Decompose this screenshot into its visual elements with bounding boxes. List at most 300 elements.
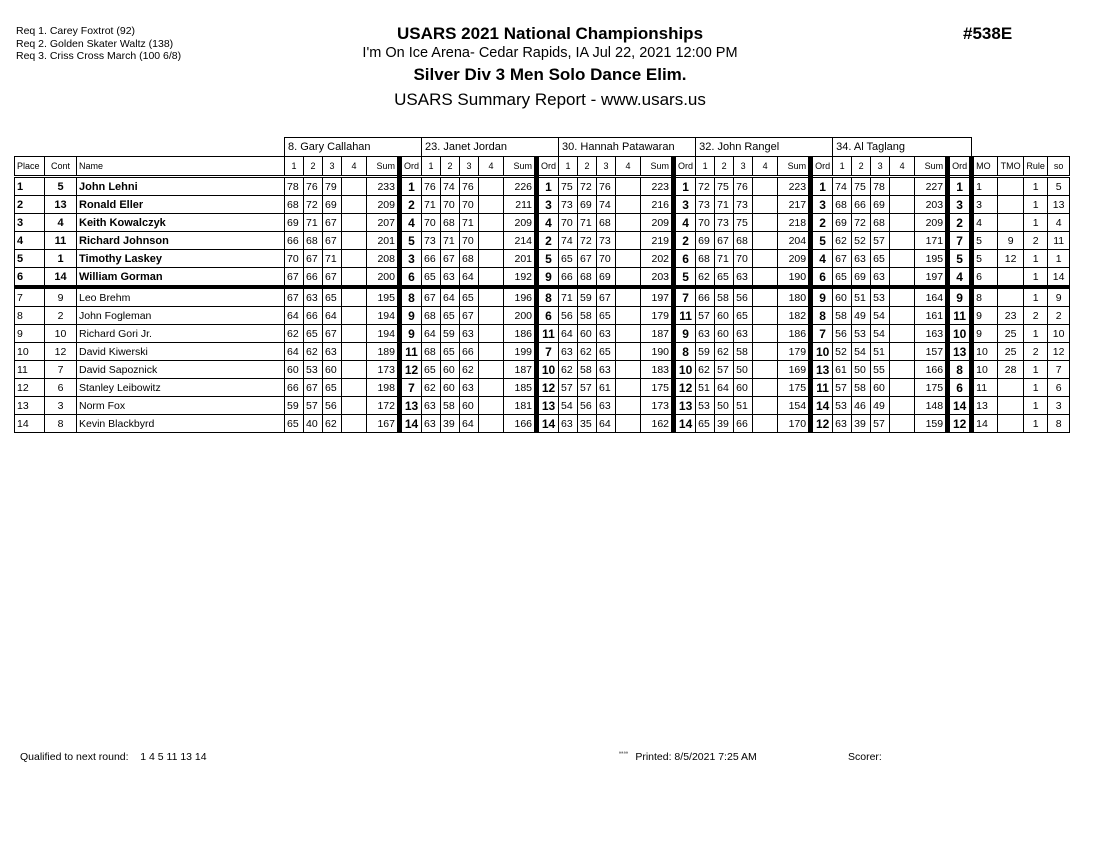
so-cell: 10 bbox=[1048, 325, 1070, 343]
score-cell: 76 bbox=[597, 177, 616, 196]
score-cell: 71 bbox=[460, 214, 479, 232]
score-cell: 53 bbox=[852, 325, 871, 343]
printed-mark: ªªªª bbox=[619, 751, 629, 757]
ordinal-cell: 13 bbox=[674, 397, 696, 415]
place-cell: 8 bbox=[15, 307, 45, 325]
score-cell: 53 bbox=[696, 397, 715, 415]
so-cell: 6 bbox=[1048, 379, 1070, 397]
score-cell: 65 bbox=[441, 307, 460, 325]
score-cell bbox=[890, 397, 915, 415]
score-cell bbox=[479, 343, 504, 361]
score-cell: 62 bbox=[285, 325, 304, 343]
score-cell: 65 bbox=[323, 287, 342, 307]
score-cell: 74 bbox=[559, 232, 578, 250]
sum-cell: 216 bbox=[641, 196, 674, 214]
score-cell: 57 bbox=[715, 361, 734, 379]
sum-cell: 196 bbox=[504, 287, 537, 307]
place-cell: 3 bbox=[15, 214, 45, 232]
skater-name-cell: Kevin Blackbyrd bbox=[77, 415, 285, 433]
score-cell bbox=[890, 361, 915, 379]
sum-cell: 203 bbox=[641, 268, 674, 288]
rule-cell: 2 bbox=[1024, 232, 1048, 250]
score-cell bbox=[753, 397, 778, 415]
rule-cell: 1 bbox=[1024, 196, 1048, 214]
score-cell: 65 bbox=[871, 250, 890, 268]
score-cell bbox=[342, 397, 367, 415]
score-cell: 63 bbox=[422, 397, 441, 415]
sum-cell: 227 bbox=[915, 177, 948, 196]
score-cell: 71 bbox=[323, 250, 342, 268]
rule-cell: 1 bbox=[1024, 268, 1048, 288]
score-cell: 79 bbox=[323, 177, 342, 196]
table-row bbox=[15, 232, 1070, 250]
score-cell: 66 bbox=[285, 379, 304, 397]
blank-cell bbox=[972, 138, 1070, 157]
mo-cell: 5 bbox=[972, 232, 998, 250]
tmo-cell: 23 bbox=[998, 307, 1024, 325]
score-cell bbox=[616, 268, 641, 288]
score-cell: 76 bbox=[304, 177, 323, 196]
score-cell: 63 bbox=[871, 268, 890, 288]
mo-cell: 1 bbox=[972, 177, 998, 196]
ordinal-cell: 9 bbox=[674, 325, 696, 343]
score-cell: 64 bbox=[441, 287, 460, 307]
sum-cell: 194 bbox=[367, 325, 400, 343]
score-cell: 50 bbox=[852, 361, 871, 379]
skater-name-cell: David Sapoznick bbox=[77, 361, 285, 379]
score-cell: 69 bbox=[852, 268, 871, 288]
col-header-score-3: 3 bbox=[460, 157, 479, 177]
score-cell: 63 bbox=[441, 268, 460, 288]
score-cell bbox=[753, 307, 778, 325]
score-cell bbox=[342, 250, 367, 268]
score-cell bbox=[479, 325, 504, 343]
score-cell: 76 bbox=[734, 177, 753, 196]
sum-cell: 200 bbox=[367, 268, 400, 288]
score-cell: 61 bbox=[833, 361, 852, 379]
sum-cell: 209 bbox=[915, 214, 948, 232]
score-cell: 57 bbox=[578, 379, 597, 397]
score-cell: 35 bbox=[578, 415, 597, 433]
sum-cell: 209 bbox=[778, 250, 811, 268]
rule-cell: 1 bbox=[1024, 415, 1048, 433]
blank-cell bbox=[15, 138, 285, 157]
score-cell bbox=[753, 196, 778, 214]
score-cell: 62 bbox=[422, 379, 441, 397]
ordinal-cell: 6 bbox=[811, 268, 833, 288]
score-cell: 57 bbox=[696, 307, 715, 325]
score-cell bbox=[616, 232, 641, 250]
ordinal-cell: 1 bbox=[400, 177, 422, 196]
score-cell: 58 bbox=[734, 343, 753, 361]
sum-cell: 171 bbox=[915, 232, 948, 250]
tmo-cell bbox=[998, 379, 1024, 397]
score-cell: 69 bbox=[597, 268, 616, 288]
ordinal-cell: 6 bbox=[400, 268, 422, 288]
score-cell bbox=[616, 307, 641, 325]
ordinal-cell: 3 bbox=[811, 196, 833, 214]
rule-cell: 1 bbox=[1024, 214, 1048, 232]
sum-cell: 203 bbox=[915, 196, 948, 214]
score-cell: 46 bbox=[852, 397, 871, 415]
sum-cell: 164 bbox=[915, 287, 948, 307]
col-header-place: Place bbox=[15, 157, 45, 177]
rule-cell: 1 bbox=[1024, 325, 1048, 343]
sum-cell: 159 bbox=[915, 415, 948, 433]
requirement-3: Req 3. Criss Cross March (100 6/8) bbox=[16, 50, 182, 62]
score-cell bbox=[890, 214, 915, 232]
col-header-ord: Ord bbox=[811, 157, 833, 177]
skater-name-cell: Ronald Eller bbox=[77, 196, 285, 214]
score-cell: 63 bbox=[559, 343, 578, 361]
mo-cell: 4 bbox=[972, 214, 998, 232]
rule-cell: 1 bbox=[1024, 250, 1048, 268]
judge-name: 34. Al Taglang bbox=[833, 138, 972, 157]
col-header-mo: MO bbox=[972, 157, 998, 177]
score-cell: 64 bbox=[323, 307, 342, 325]
col-header-score-1: 1 bbox=[833, 157, 852, 177]
score-cell: 59 bbox=[441, 325, 460, 343]
sum-cell: 195 bbox=[915, 250, 948, 268]
col-header-ord: Ord bbox=[537, 157, 559, 177]
table-row bbox=[15, 415, 1070, 433]
score-cell: 66 bbox=[696, 287, 715, 307]
ordinal-cell: 7 bbox=[400, 379, 422, 397]
sum-cell: 166 bbox=[504, 415, 537, 433]
score-cell: 65 bbox=[696, 415, 715, 433]
score-cell: 63 bbox=[597, 361, 616, 379]
score-cell bbox=[616, 361, 641, 379]
ordinal-cell: 13 bbox=[537, 397, 559, 415]
score-cell bbox=[890, 307, 915, 325]
score-cell: 73 bbox=[734, 196, 753, 214]
score-cell bbox=[890, 287, 915, 307]
ordinal-cell: 5 bbox=[948, 250, 972, 268]
tmo-cell bbox=[998, 268, 1024, 288]
ordinal-cell: 4 bbox=[400, 214, 422, 232]
so-cell: 11 bbox=[1048, 232, 1070, 250]
score-cell: 56 bbox=[323, 397, 342, 415]
cont-cell: 10 bbox=[45, 325, 77, 343]
score-cell: 58 bbox=[852, 379, 871, 397]
sum-cell: 201 bbox=[367, 232, 400, 250]
table-row bbox=[15, 379, 1070, 397]
sum-cell: 200 bbox=[504, 307, 537, 325]
score-cell: 67 bbox=[323, 325, 342, 343]
table-row bbox=[15, 177, 1070, 196]
score-cell: 75 bbox=[852, 177, 871, 196]
score-cell bbox=[479, 214, 504, 232]
cont-cell: 14 bbox=[45, 268, 77, 288]
score-cell: 67 bbox=[285, 287, 304, 307]
ordinal-cell: 7 bbox=[537, 343, 559, 361]
ordinal-cell: 9 bbox=[811, 287, 833, 307]
tmo-cell bbox=[998, 415, 1024, 433]
score-cell: 60 bbox=[871, 379, 890, 397]
score-cell: 60 bbox=[460, 397, 479, 415]
score-cell bbox=[890, 250, 915, 268]
score-cell: 78 bbox=[285, 177, 304, 196]
place-cell: 1 bbox=[15, 177, 45, 196]
score-cell: 64 bbox=[460, 268, 479, 288]
cont-cell: 5 bbox=[45, 177, 77, 196]
score-cell bbox=[616, 343, 641, 361]
score-cell: 60 bbox=[833, 287, 852, 307]
ordinal-cell: 10 bbox=[674, 361, 696, 379]
mo-cell: 14 bbox=[972, 415, 998, 433]
score-cell: 62 bbox=[559, 361, 578, 379]
ordinal-cell: 2 bbox=[537, 232, 559, 250]
sum-cell: 175 bbox=[641, 379, 674, 397]
score-cell bbox=[753, 379, 778, 397]
ordinal-cell: 14 bbox=[400, 415, 422, 433]
score-cell bbox=[753, 177, 778, 196]
score-cell: 64 bbox=[715, 379, 734, 397]
skater-name-cell: Norm Fox bbox=[77, 397, 285, 415]
so-cell: 4 bbox=[1048, 214, 1070, 232]
event-title: Silver Div 3 Men Solo Dance Elim. bbox=[413, 65, 687, 84]
score-cell: 67 bbox=[285, 268, 304, 288]
score-cell bbox=[342, 415, 367, 433]
mo-cell: 3 bbox=[972, 196, 998, 214]
score-cell: 39 bbox=[715, 415, 734, 433]
skater-name-cell: Leo Brehm bbox=[77, 287, 285, 307]
score-cell: 63 bbox=[460, 325, 479, 343]
ordinal-cell: 13 bbox=[400, 397, 422, 415]
score-cell: 71 bbox=[578, 214, 597, 232]
tmo-cell: 25 bbox=[998, 343, 1024, 361]
place-cell: 11 bbox=[15, 361, 45, 379]
col-header-score-2: 2 bbox=[715, 157, 734, 177]
score-cell: 65 bbox=[285, 415, 304, 433]
score-cell bbox=[342, 343, 367, 361]
score-cell bbox=[342, 287, 367, 307]
score-cell: 69 bbox=[323, 196, 342, 214]
score-cell: 65 bbox=[597, 307, 616, 325]
score-cell: 65 bbox=[734, 307, 753, 325]
sum-cell: 179 bbox=[641, 307, 674, 325]
score-cell bbox=[753, 232, 778, 250]
place-cell: 13 bbox=[15, 397, 45, 415]
tmo-cell: 25 bbox=[998, 325, 1024, 343]
score-cell bbox=[479, 379, 504, 397]
score-cell: 68 bbox=[422, 343, 441, 361]
score-cell: 64 bbox=[597, 415, 616, 433]
rule-cell: 1 bbox=[1024, 361, 1048, 379]
col-header-score-4: 4 bbox=[616, 157, 641, 177]
sum-cell: 187 bbox=[504, 361, 537, 379]
score-cell bbox=[342, 379, 367, 397]
rule-cell: 1 bbox=[1024, 379, 1048, 397]
ordinal-cell: 12 bbox=[674, 379, 696, 397]
score-cell bbox=[616, 214, 641, 232]
score-cell: 76 bbox=[460, 177, 479, 196]
score-cell: 67 bbox=[422, 287, 441, 307]
sum-cell: 195 bbox=[367, 287, 400, 307]
score-cell bbox=[479, 196, 504, 214]
score-cell: 73 bbox=[696, 196, 715, 214]
score-cell: 69 bbox=[871, 196, 890, 214]
sum-cell: 180 bbox=[778, 287, 811, 307]
score-cell: 63 bbox=[460, 379, 479, 397]
col-header-score-3: 3 bbox=[734, 157, 753, 177]
score-cell: 67 bbox=[833, 250, 852, 268]
score-cell: 63 bbox=[734, 325, 753, 343]
score-cell: 66 bbox=[460, 343, 479, 361]
sum-cell: 209 bbox=[504, 214, 537, 232]
sum-cell: 175 bbox=[778, 379, 811, 397]
sum-cell: 217 bbox=[778, 196, 811, 214]
place-cell: 14 bbox=[15, 415, 45, 433]
score-cell: 60 bbox=[285, 361, 304, 379]
sum-cell: 219 bbox=[641, 232, 674, 250]
table-row bbox=[15, 307, 1070, 325]
judge-name: 8. Gary Callahan bbox=[285, 138, 422, 157]
score-cell: 49 bbox=[871, 397, 890, 415]
mo-cell: 13 bbox=[972, 397, 998, 415]
col-header-ord: Ord bbox=[674, 157, 696, 177]
score-cell: 57 bbox=[871, 415, 890, 433]
score-cell: 71 bbox=[715, 196, 734, 214]
score-cell bbox=[616, 325, 641, 343]
score-cell: 62 bbox=[323, 415, 342, 433]
ordinal-cell: 7 bbox=[674, 287, 696, 307]
score-cell: 71 bbox=[441, 232, 460, 250]
score-cell: 58 bbox=[578, 361, 597, 379]
col-header-score-4: 4 bbox=[753, 157, 778, 177]
score-cell: 59 bbox=[696, 343, 715, 361]
score-cell: 70 bbox=[734, 250, 753, 268]
column-header-row bbox=[15, 157, 1070, 177]
score-cell bbox=[753, 361, 778, 379]
table-row bbox=[15, 397, 1070, 415]
score-cell: 70 bbox=[285, 250, 304, 268]
ordinal-cell: 10 bbox=[811, 343, 833, 361]
score-cell bbox=[479, 415, 504, 433]
score-cell bbox=[753, 343, 778, 361]
ordinal-cell: 6 bbox=[537, 307, 559, 325]
score-cell: 70 bbox=[696, 214, 715, 232]
col-header-sum: Sum bbox=[504, 157, 537, 177]
score-cell: 57 bbox=[833, 379, 852, 397]
ordinal-cell: 5 bbox=[400, 232, 422, 250]
score-cell: 69 bbox=[696, 232, 715, 250]
qualified-values: 1 4 5 11 13 14 bbox=[140, 751, 207, 763]
sum-cell: 179 bbox=[778, 343, 811, 361]
sum-cell: 170 bbox=[778, 415, 811, 433]
score-cell bbox=[342, 361, 367, 379]
score-cell: 65 bbox=[304, 325, 323, 343]
report-title: USARS Summary Report - www.usars.us bbox=[394, 90, 706, 109]
score-cell: 63 bbox=[323, 343, 342, 361]
ordinal-cell: 1 bbox=[811, 177, 833, 196]
score-cell: 57 bbox=[559, 379, 578, 397]
table-row bbox=[15, 196, 1070, 214]
ordinal-cell: 10 bbox=[948, 325, 972, 343]
score-cell: 67 bbox=[304, 250, 323, 268]
score-cell bbox=[479, 232, 504, 250]
score-cell: 56 bbox=[833, 325, 852, 343]
score-cell: 69 bbox=[578, 196, 597, 214]
score-cell: 66 bbox=[852, 196, 871, 214]
score-cell bbox=[753, 325, 778, 343]
skater-name-cell: Richard Gori Jr. bbox=[77, 325, 285, 343]
sum-cell: 209 bbox=[367, 196, 400, 214]
score-cell: 55 bbox=[871, 361, 890, 379]
score-cell: 68 bbox=[696, 250, 715, 268]
requirements-list bbox=[16, 25, 181, 63]
skater-name-cell: William Gorman bbox=[77, 268, 285, 288]
score-cell bbox=[616, 287, 641, 307]
sum-cell: 189 bbox=[367, 343, 400, 361]
score-cell: 67 bbox=[323, 232, 342, 250]
score-cell: 53 bbox=[833, 397, 852, 415]
tmo-cell bbox=[998, 287, 1024, 307]
score-cell: 69 bbox=[833, 214, 852, 232]
score-cell bbox=[479, 177, 504, 196]
cont-cell: 7 bbox=[45, 361, 77, 379]
score-cell: 40 bbox=[304, 415, 323, 433]
ordinal-cell: 9 bbox=[948, 287, 972, 307]
score-cell: 68 bbox=[285, 196, 304, 214]
sum-cell: 186 bbox=[778, 325, 811, 343]
score-cell: 70 bbox=[422, 214, 441, 232]
col-header-so: so bbox=[1048, 157, 1070, 177]
sum-cell: 207 bbox=[367, 214, 400, 232]
rule-cell: 2 bbox=[1024, 343, 1048, 361]
requirement-1: Req 1. Carey Foxtrot (92) bbox=[16, 25, 136, 37]
score-cell: 59 bbox=[285, 397, 304, 415]
ordinal-cell: 8 bbox=[674, 343, 696, 361]
cont-cell: 9 bbox=[45, 287, 77, 307]
skater-name-cell: Keith Kowalczyk bbox=[77, 214, 285, 232]
score-cell: 49 bbox=[852, 307, 871, 325]
score-cell: 75 bbox=[715, 177, 734, 196]
so-cell: 7 bbox=[1048, 361, 1070, 379]
sum-cell: 194 bbox=[367, 307, 400, 325]
ordinal-cell: 2 bbox=[948, 214, 972, 232]
score-cell: 70 bbox=[460, 232, 479, 250]
ordinal-cell: 6 bbox=[674, 250, 696, 268]
ordinal-cell: 8 bbox=[811, 307, 833, 325]
col-header-score-2: 2 bbox=[304, 157, 323, 177]
sum-cell: 223 bbox=[778, 177, 811, 196]
score-cell: 65 bbox=[833, 268, 852, 288]
sum-cell: 154 bbox=[778, 397, 811, 415]
ordinal-cell: 4 bbox=[948, 268, 972, 288]
col-header-sum: Sum bbox=[367, 157, 400, 177]
sum-cell: 197 bbox=[641, 287, 674, 307]
score-cell: 74 bbox=[597, 196, 616, 214]
score-cell: 67 bbox=[597, 287, 616, 307]
score-cell: 68 bbox=[441, 214, 460, 232]
score-cell: 71 bbox=[559, 287, 578, 307]
score-cell: 68 bbox=[422, 307, 441, 325]
sum-cell: 163 bbox=[915, 325, 948, 343]
mo-cell: 8 bbox=[972, 287, 998, 307]
score-cell: 65 bbox=[559, 250, 578, 268]
tmo-cell bbox=[998, 177, 1024, 196]
score-cell bbox=[890, 232, 915, 250]
score-cell: 62 bbox=[696, 268, 715, 288]
sum-cell: 226 bbox=[504, 177, 537, 196]
ordinal-cell: 9 bbox=[537, 268, 559, 288]
score-cell: 60 bbox=[323, 361, 342, 379]
score-cell: 71 bbox=[715, 250, 734, 268]
col-header-score-2: 2 bbox=[578, 157, 597, 177]
score-cell: 63 bbox=[559, 415, 578, 433]
score-cell: 64 bbox=[285, 343, 304, 361]
